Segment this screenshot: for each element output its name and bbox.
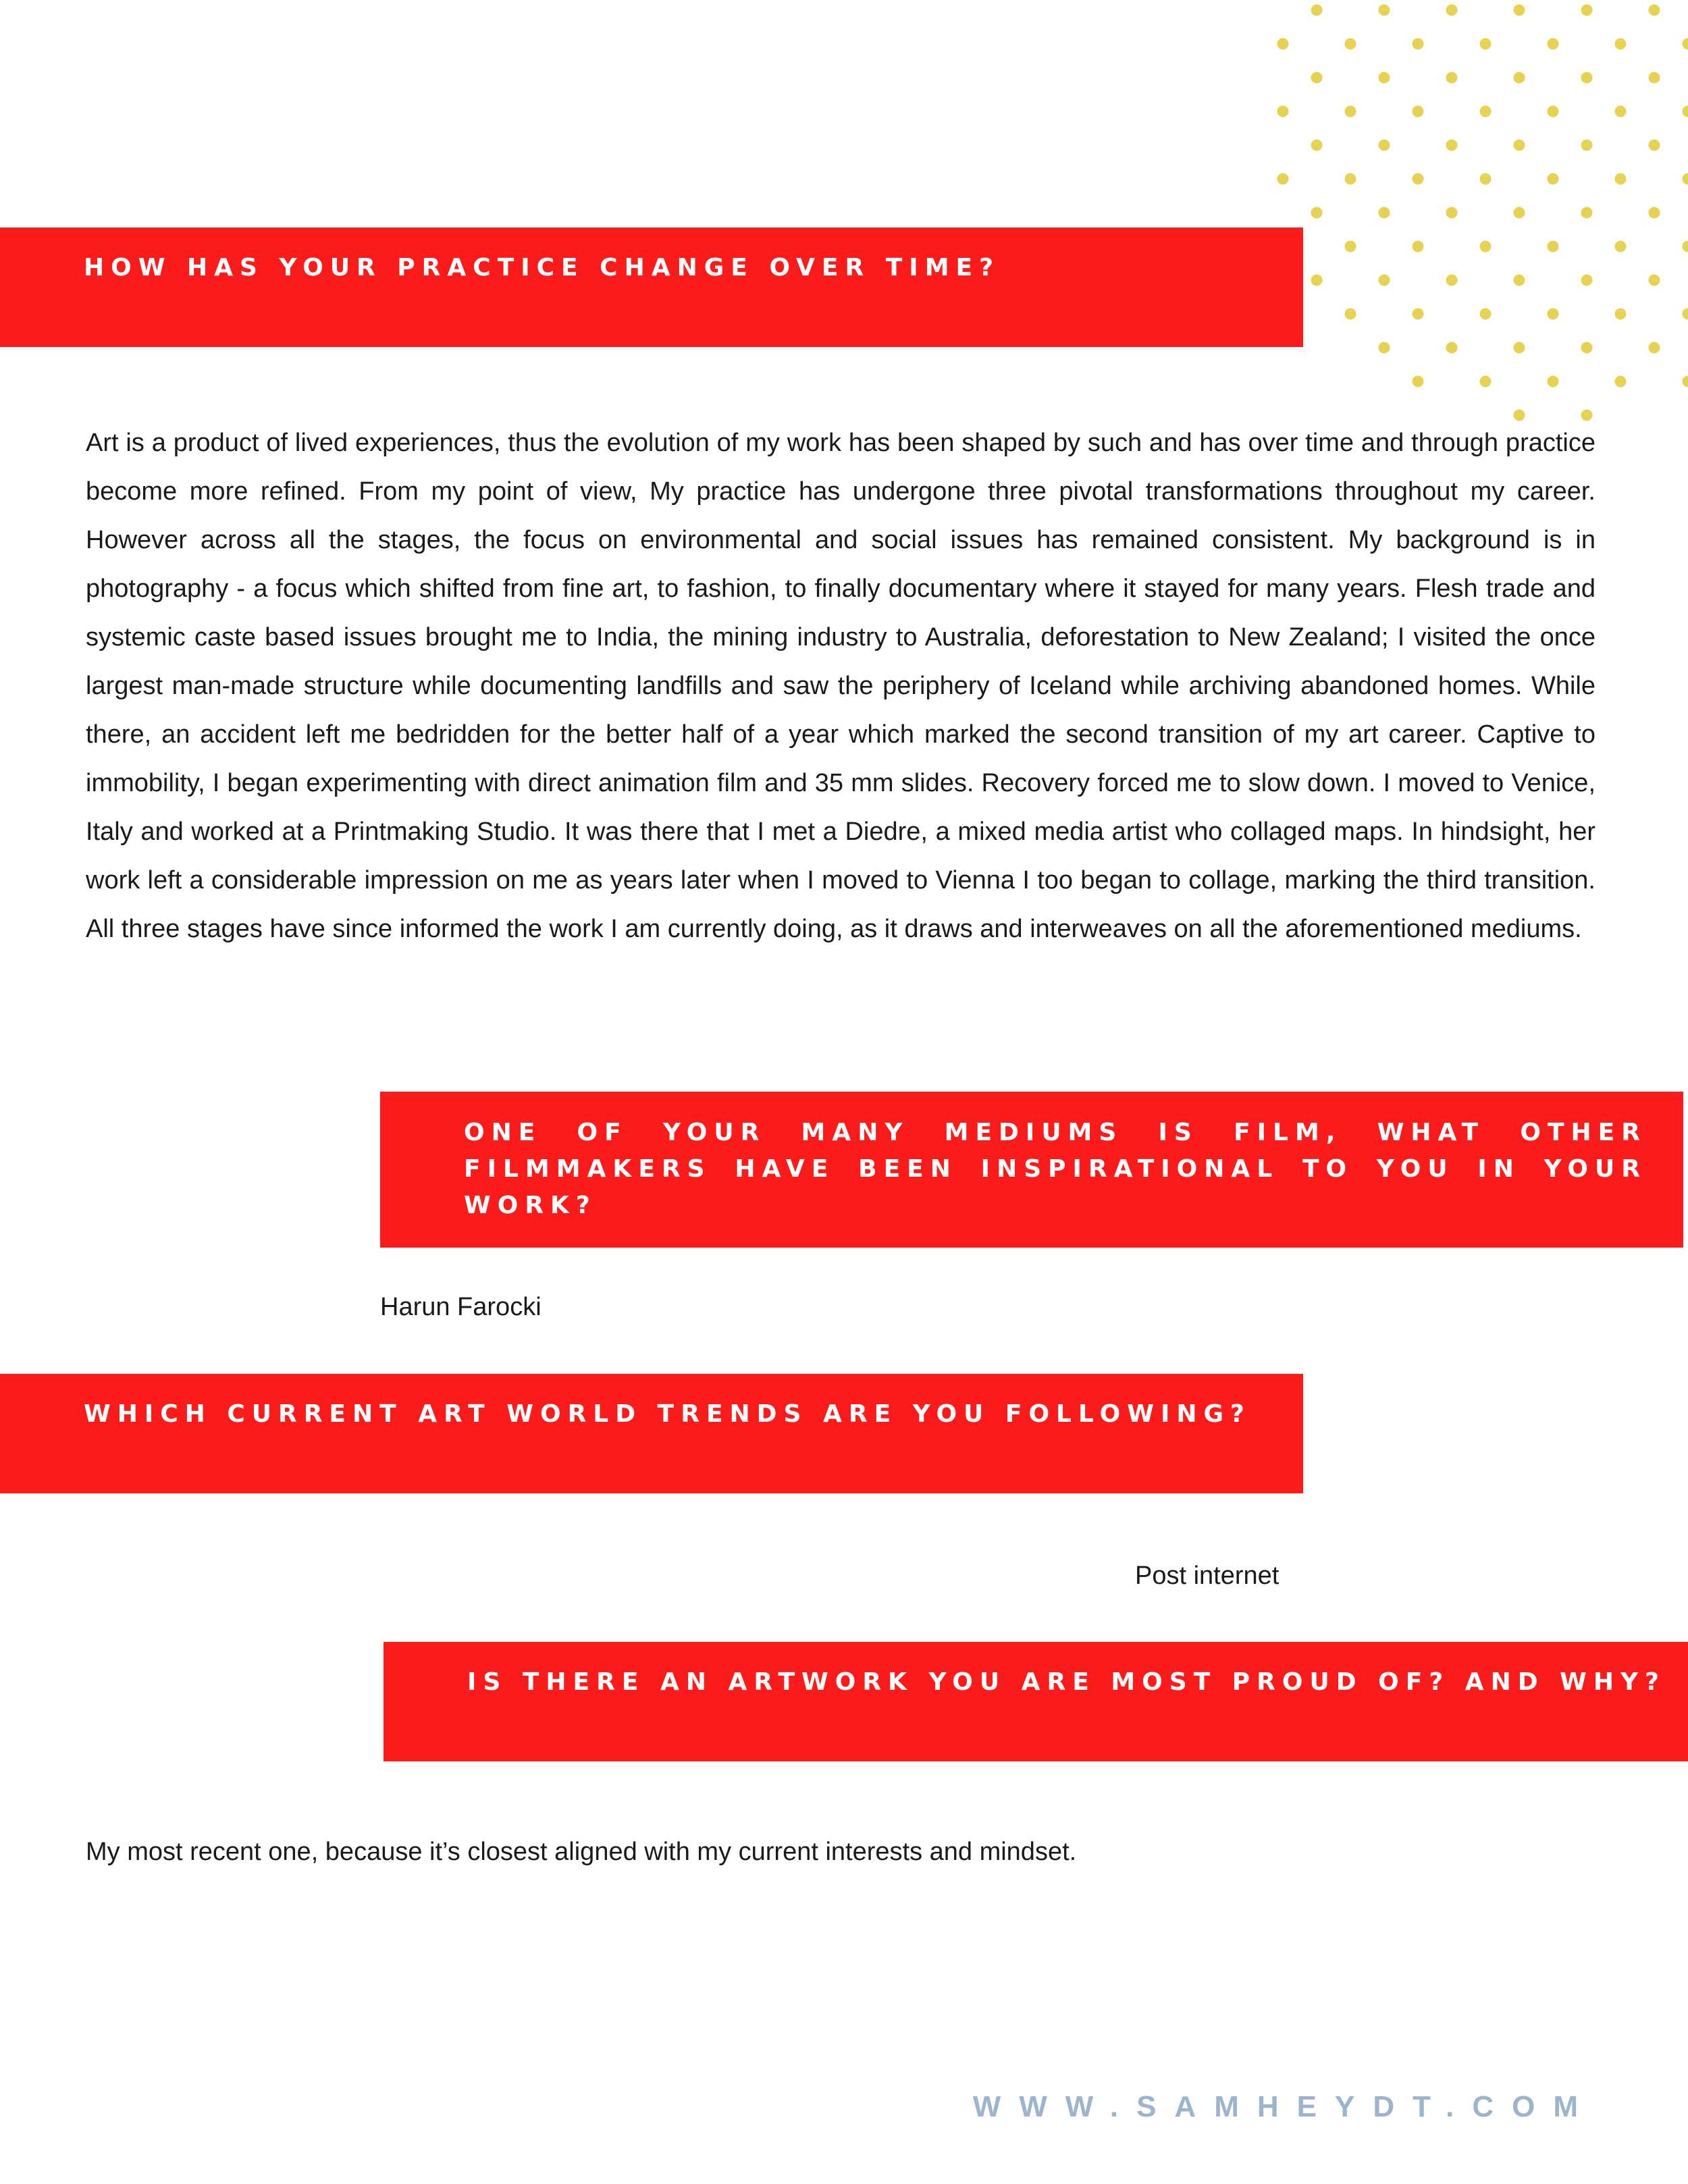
dot — [1345, 174, 1356, 185]
dot — [1683, 241, 1688, 252]
dot — [1311, 5, 1323, 16]
question-banner-practice-change — [0, 228, 1303, 347]
dot — [1480, 174, 1492, 185]
question-heading: IS THERE AN ARTWORK YOU ARE MOST PROUD OF? AND WHY? — [467, 1668, 1666, 1696]
answer-text: Post internet — [1135, 1562, 1280, 1590]
dot — [1446, 140, 1458, 151]
dot — [1311, 72, 1323, 84]
dot — [1581, 5, 1593, 16]
dot — [1311, 207, 1323, 219]
dot — [1683, 38, 1688, 50]
dot — [1615, 38, 1627, 50]
dot — [1514, 72, 1525, 84]
dot — [1480, 309, 1492, 320]
dot — [1615, 174, 1627, 185]
question-banner-filmmakers — [380, 1092, 1683, 1248]
answer-paragraph: Art is a product of lived experiences, thus the evolution of my work has been shaped by such and has over time and through practice become more refined. From my point of view, My practice has undergone three pivotal transformations throughout my career. However across all the stages, the focus on environmental and social issues has remained consistent. My background is in photography - a focus which shifted from fine art, to fashion, to finally documentary where it stayed for many years. Flesh trade and systemic caste based issues brought me to India, the mining industry to Australia, deforestation to New Zealand; I visited the once largest man-made structure while documenting landfills and saw the periphery of Iceland while archiving abandoned homes. While there, an accident left me bedridden for the better half of a year which marked the second transition of my art career. Captive to immobility, I began experimenting with direct animation film and 35 mm slides. Recovery forced me to slow down. I moved to Venice, Italy and worked at a Printmaking Studio. It was there that I met a Diedre, a mixed media artist who collaged maps. In hindsight, her work left a considerable impression on me as years later when I moved to Vienna I too began to collage, marking the third transition. All three stages have since informed the work I am currently doing, as it draws and interweaves on all the aforementioned mediums. — [86, 429, 1595, 943]
dot — [1683, 106, 1688, 117]
question-banner-proud-artwork — [384, 1642, 1688, 1761]
dot — [1379, 207, 1390, 219]
dot — [1413, 38, 1424, 50]
dot — [1649, 275, 1660, 286]
question-heading: WHICH CURRENT ART WORLD TRENDS ARE YOU FOLLOWING? — [84, 1400, 1251, 1428]
dot — [1277, 174, 1289, 185]
dot — [1413, 376, 1424, 388]
dot — [1311, 140, 1323, 151]
dot — [1581, 342, 1593, 354]
dot — [1413, 174, 1424, 185]
dot — [1514, 207, 1525, 219]
dot — [1480, 376, 1492, 388]
dot — [1514, 140, 1525, 151]
dot — [1345, 309, 1356, 320]
footer-website-url: WWW.SAMHEYDT.COM — [972, 2090, 1596, 2123]
answer-text: My most recent one, because it’s closest aligned with my current interests and mindset. — [86, 1838, 1077, 1866]
dot — [1379, 72, 1390, 84]
dot — [1277, 38, 1289, 50]
dot — [1581, 275, 1593, 286]
dot — [1446, 72, 1458, 84]
dot — [1683, 309, 1688, 320]
question-heading: HOW HAS YOUR PRACTICE CHANGE OVER TIME? — [84, 254, 1000, 282]
dot — [1413, 241, 1424, 252]
dot — [1446, 5, 1458, 16]
dot — [1649, 72, 1660, 84]
dot — [1345, 106, 1356, 117]
dot — [1514, 275, 1525, 286]
dot — [1581, 207, 1593, 219]
dot — [1514, 342, 1525, 354]
dot — [1548, 309, 1559, 320]
dot — [1615, 309, 1627, 320]
dot — [1379, 5, 1390, 16]
dot — [1649, 207, 1660, 219]
dot — [1548, 38, 1559, 50]
question-heading: ONE OF YOUR MANY MEDIUMS IS FILM, WHAT OTHER FILMMAKERS HAVE BEEN INSPIRATIONAL TO YOU IN YOUR WORK? — [464, 1119, 1647, 1219]
dot — [1548, 106, 1559, 117]
question-banner-art-trends — [0, 1374, 1303, 1493]
dot-pattern-decoration — [1256, 0, 1688, 432]
dot — [1649, 5, 1660, 16]
dot — [1649, 140, 1660, 151]
dot — [1413, 309, 1424, 320]
dot — [1548, 241, 1559, 252]
dot — [1446, 342, 1458, 354]
dot — [1548, 376, 1559, 388]
dot — [1379, 342, 1390, 354]
dot — [1345, 38, 1356, 50]
dot — [1615, 376, 1627, 388]
dot — [1413, 106, 1424, 117]
dot — [1649, 342, 1660, 354]
dot — [1480, 38, 1492, 50]
answer-text: Harun Farocki — [380, 1293, 542, 1321]
dot — [1514, 5, 1525, 16]
dot — [1615, 106, 1627, 117]
dot — [1379, 275, 1390, 286]
dot — [1345, 241, 1356, 252]
dot — [1683, 376, 1688, 388]
dot — [1683, 174, 1688, 185]
dot — [1548, 174, 1559, 185]
dot — [1446, 207, 1458, 219]
dot — [1379, 140, 1390, 151]
dot — [1446, 275, 1458, 286]
dot — [1277, 106, 1289, 117]
dot — [1480, 241, 1492, 252]
dot — [1581, 72, 1593, 84]
dot — [1311, 275, 1323, 286]
dot — [1581, 140, 1593, 151]
dot — [1615, 241, 1627, 252]
dot — [1480, 106, 1492, 117]
